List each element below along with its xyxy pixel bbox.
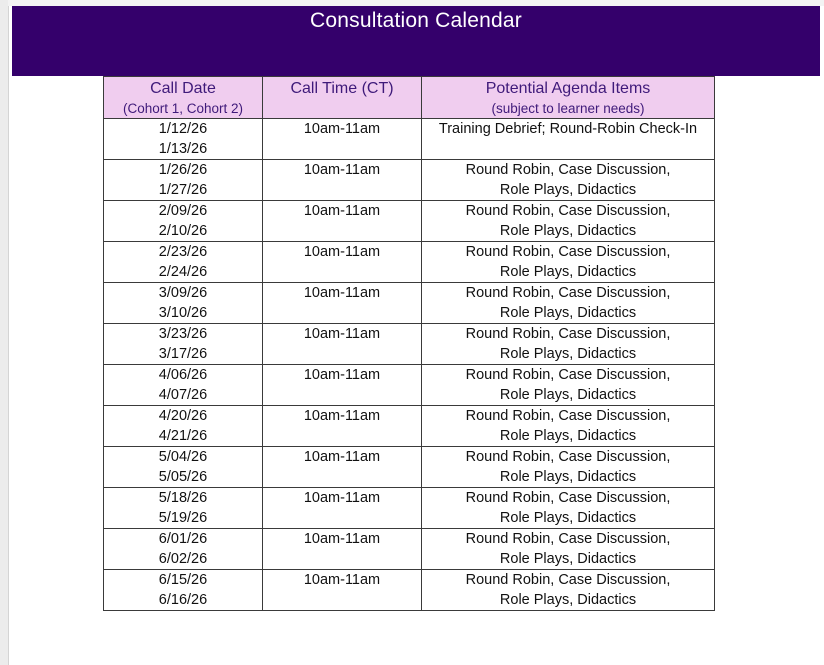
cohort-1-date: 3/09/26 [158, 285, 208, 301]
cohort-2-date: 2/10/26 [158, 223, 208, 239]
cohort-1-date: 4/20/26 [158, 408, 208, 424]
table-row [104, 283, 715, 324]
agenda-line: Round Robin, Case Discussion, [465, 244, 671, 260]
table-row [104, 570, 715, 611]
column-header-agenda [422, 77, 715, 119]
time-cell: 10am-11am [263, 283, 422, 324]
calendar-table [103, 76, 715, 611]
table-row [104, 406, 715, 447]
table-row [104, 119, 715, 160]
agenda-cell [422, 324, 715, 365]
table-row [104, 447, 715, 488]
time-cell: 10am-11am [263, 242, 422, 283]
cohort-1-date: 6/01/26 [158, 531, 208, 547]
time-cell: 10am-11am [263, 324, 422, 365]
column-header-call-date [104, 77, 263, 119]
agenda-line: Round Robin, Case Discussion, [465, 408, 671, 424]
cohort-2-date: 4/07/26 [158, 387, 208, 403]
table-row [104, 201, 715, 242]
agenda-cell [422, 488, 715, 529]
column-subtitle: (Cohort 1, Cohort 2) [122, 101, 244, 116]
column-title: Potential Agenda Items [485, 80, 651, 97]
cohort-2-date: 1/13/26 [158, 141, 208, 157]
agenda-line: Role Plays, Didactics [499, 510, 637, 526]
agenda-line: Role Plays, Didactics [499, 223, 637, 239]
agenda-line: Role Plays, Didactics [499, 387, 637, 403]
agenda-line: Role Plays, Didactics [499, 592, 637, 608]
agenda-line: Role Plays, Didactics [499, 346, 637, 362]
cohort-1-date: 1/26/26 [158, 162, 208, 178]
agenda-line: Round Robin, Case Discussion, [465, 326, 671, 342]
cohort-1-date: 4/06/26 [158, 367, 208, 383]
agenda-line: Role Plays, Didactics [499, 264, 637, 280]
agenda-cell [422, 160, 715, 201]
table-row [104, 160, 715, 201]
agenda-cell [422, 119, 715, 160]
time-cell: 10am-11am [263, 406, 422, 447]
agenda-line: Round Robin, Case Discussion, [465, 490, 671, 506]
time-cell: 10am-11am [263, 365, 422, 406]
agenda-line: Role Plays, Didactics [499, 305, 637, 321]
date-cell [104, 324, 263, 365]
agenda-line: Round Robin, Case Discussion, [465, 572, 671, 588]
table-row [104, 324, 715, 365]
left-gutter [0, 0, 9, 665]
cohort-1-date: 2/09/26 [158, 203, 208, 219]
date-cell [104, 160, 263, 201]
agenda-line: Round Robin, Case Discussion, [465, 203, 671, 219]
date-cell [104, 201, 263, 242]
cohort-2-date: 3/17/26 [158, 346, 208, 362]
cohort-2-date: 5/19/26 [158, 510, 208, 526]
cohort-1-date: 6/15/26 [158, 572, 208, 588]
agenda-line: Training Debrief; Round-Robin Check-In [438, 121, 698, 137]
time-cell: 10am-11am [263, 529, 422, 570]
date-cell [104, 447, 263, 488]
column-title: Call Time (CT) [290, 80, 394, 97]
agenda-line: Role Plays, Didactics [499, 182, 637, 198]
agenda-cell [422, 365, 715, 406]
agenda-cell [422, 447, 715, 488]
cohort-1-date: 5/18/26 [158, 490, 208, 506]
date-cell [104, 283, 263, 324]
agenda-cell [422, 529, 715, 570]
table-header-row [104, 77, 715, 119]
agenda-cell [422, 570, 715, 611]
agenda-line: Round Robin, Case Discussion, [465, 449, 671, 465]
agenda-cell [422, 242, 715, 283]
date-cell [104, 529, 263, 570]
agenda-line: Round Robin, Case Discussion, [465, 531, 671, 547]
cohort-1-date: 5/04/26 [158, 449, 208, 465]
date-cell [104, 488, 263, 529]
cohort-2-date: 6/02/26 [158, 551, 208, 567]
cohort-2-date: 1/27/26 [158, 182, 208, 198]
title-banner [12, 6, 820, 76]
table-row [104, 365, 715, 406]
date-cell [104, 406, 263, 447]
table-row [104, 242, 715, 283]
cohort-2-date: 3/10/26 [158, 305, 208, 321]
cohort-2-date: 4/21/26 [158, 428, 208, 444]
cohort-2-date: 2/24/26 [158, 264, 208, 280]
date-cell [104, 242, 263, 283]
agenda-cell [422, 283, 715, 324]
cohort-1-date: 3/23/26 [158, 326, 208, 342]
table-row [104, 488, 715, 529]
agenda-line: Role Plays, Didactics [499, 428, 637, 444]
column-subtitle: (subject to learner needs) [491, 101, 645, 116]
agenda-line: Role Plays, Didactics [499, 469, 637, 485]
time-cell: 10am-11am [263, 488, 422, 529]
time-cell: 10am-11am [263, 119, 422, 160]
time-cell: 10am-11am [263, 160, 422, 201]
cohort-1-date: 1/12/26 [158, 121, 208, 137]
date-cell [104, 365, 263, 406]
page-title: Consultation Calendar [310, 9, 522, 32]
agenda-line: Role Plays, Didactics [499, 551, 637, 567]
agenda-cell [422, 201, 715, 242]
cohort-2-date: 6/16/26 [158, 592, 208, 608]
date-cell [104, 119, 263, 160]
time-cell: 10am-11am [263, 201, 422, 242]
cohort-1-date: 2/23/26 [158, 244, 208, 260]
date-cell [104, 570, 263, 611]
agenda-cell [422, 406, 715, 447]
agenda-line: Round Robin, Case Discussion, [465, 162, 671, 178]
column-header-call-time [263, 77, 422, 119]
agenda-line: Round Robin, Case Discussion, [465, 285, 671, 301]
agenda-line: Round Robin, Case Discussion, [465, 367, 671, 383]
time-cell: 10am-11am [263, 447, 422, 488]
column-title: Call Date [150, 80, 216, 97]
table-row [104, 529, 715, 570]
time-cell: 10am-11am [263, 570, 422, 611]
cohort-2-date: 5/05/26 [158, 469, 208, 485]
